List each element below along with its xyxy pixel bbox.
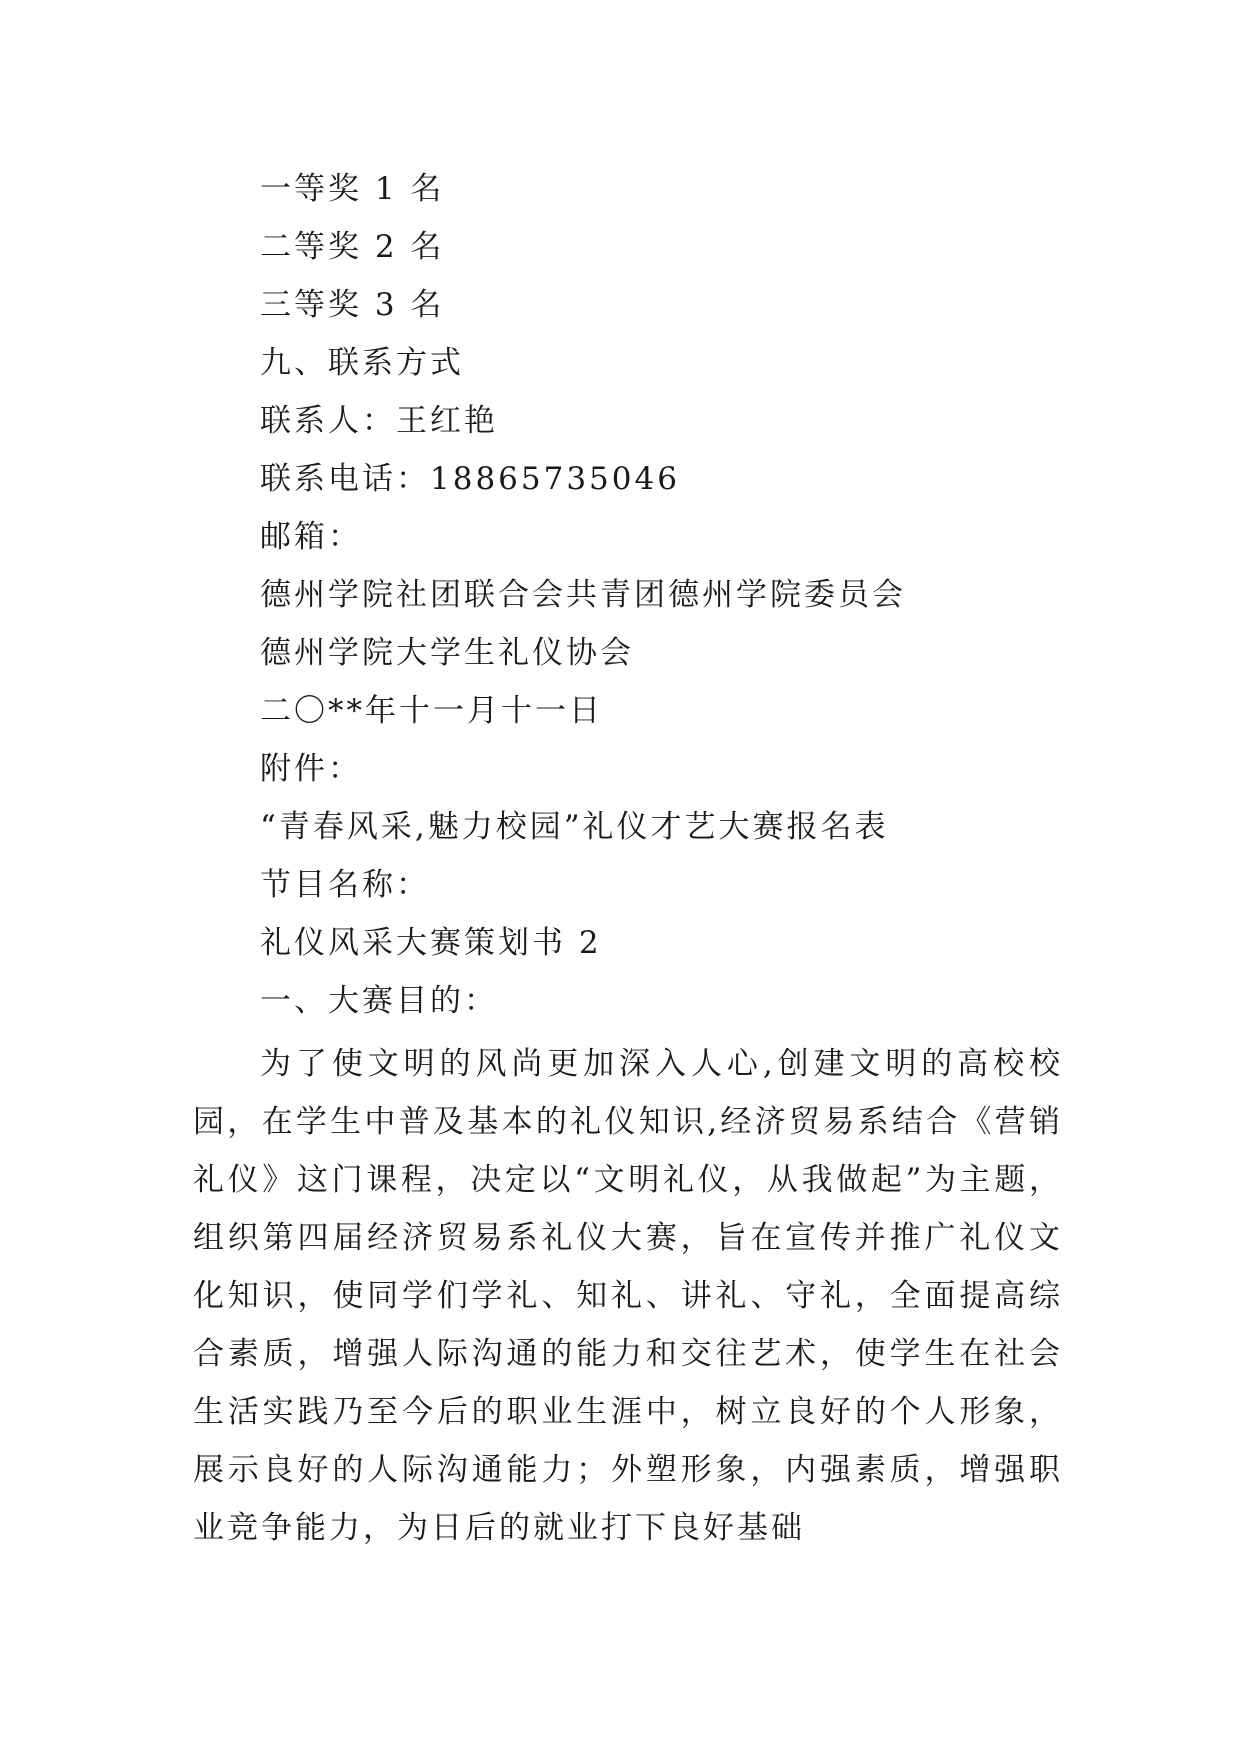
attachment-label: 附件： <box>260 751 362 787</box>
organizer-1: 德州学院社团联合会共青团德州学院委员会 <box>260 577 906 613</box>
award-first-prize: 一等奖 1 名 <box>260 171 445 207</box>
contact-person: 联系人：王红艳 <box>260 403 498 439</box>
plan-title: 礼仪风采大赛策划书 2 <box>260 925 602 961</box>
program-name-label: 节目名称： <box>260 867 430 903</box>
document-date: 二〇**年十一月十一日 <box>260 693 603 729</box>
organizer-2: 德州学院大学生礼仪协会 <box>260 635 634 671</box>
contact-email: 邮箱： <box>260 519 362 555</box>
award-second-prize: 二等奖 2 名 <box>260 229 445 265</box>
attachment-title: “青春风采,魅力校园”礼仪才艺大赛报名表 <box>260 809 889 845</box>
section-contact-heading: 九、联系方式 <box>260 345 464 381</box>
contact-phone: 联系电话：18865735046 <box>260 461 680 497</box>
award-third-prize: 三等奖 3 名 <box>260 287 445 323</box>
purpose-paragraph: 为了使文明的风尚更加深入人心,创建文明的高校校园，在学生中普及基本的礼仪知识,经济贸易系结合《营销礼仪》这门课程，决定以“文明礼仪，从我做起”为主题，组织第四届经济贸易系礼仪大赛，旨在宣传并推广礼仪文化知识，使同学们学礼、知礼、讲礼、守礼，全面提高综合素质，增强人际沟通的能力和交往艺术，使学生在社会生活实践乃至今后的职业生涯中，树立良好的个人形象，展示良好的人际沟通能力；外塑形象，内强素质，增强职业竞争能力，为日后的就业打下良好基础 <box>193 1046 1063 1546</box>
text-lines <box>0 160 1241 1030</box>
section-purpose-heading: 一、大赛目的： <box>260 983 498 1019</box>
